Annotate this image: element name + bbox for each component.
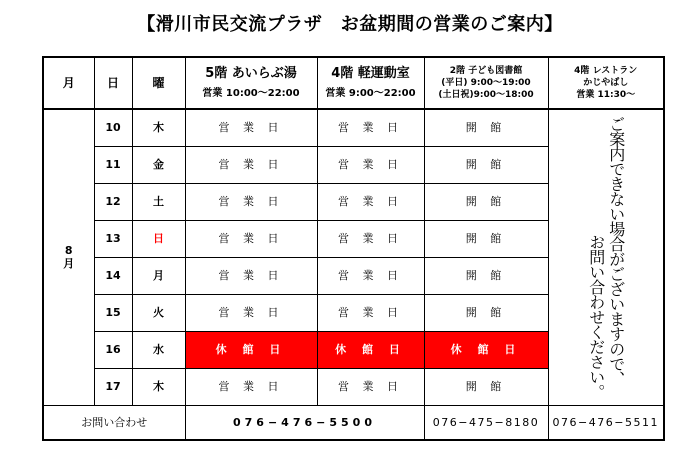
- bath-status: 営 業 日: [185, 109, 317, 146]
- day-cell: 17: [94, 368, 132, 405]
- weekday-cell: 金: [132, 146, 185, 183]
- restaurant-sub: かじやばし: [583, 77, 629, 88]
- gym-status: 営 業 日: [317, 146, 424, 183]
- gym-status: 営 業 日: [317, 294, 424, 331]
- weekday-cell: 木: [132, 368, 185, 405]
- day-cell: 15: [94, 294, 132, 331]
- weekday-cell: 水: [132, 331, 185, 368]
- weekday-cell: 土: [132, 183, 185, 220]
- gym-status: 営 業 日: [317, 257, 424, 294]
- library-status: 開 館: [424, 109, 548, 146]
- bath-status: 営 業 日: [185, 146, 317, 183]
- gym-status: 営 業 日: [317, 368, 424, 405]
- header-weekday: 曜: [132, 57, 185, 109]
- schedule-table: [42, 56, 665, 441]
- gym-status: 休 館 日: [317, 331, 424, 368]
- restaurant-notice: [548, 109, 664, 405]
- contact-label: お問い合わせ: [43, 405, 185, 440]
- weekday-cell: 日: [132, 220, 185, 257]
- library-status: 開 館: [424, 368, 548, 405]
- month-cell: 8 月: [43, 109, 94, 405]
- weekday-cell: 火: [132, 294, 185, 331]
- table-row: [43, 109, 664, 146]
- gym-status: 営 業 日: [317, 109, 424, 146]
- bath-hours: 営業 10:00〜22:00: [202, 87, 300, 99]
- day-cell: 10: [94, 109, 132, 146]
- header-bath: [185, 57, 317, 109]
- restaurant-notice-line-1: ご案内できない場合がございますので、: [606, 115, 626, 386]
- day-cell: 13: [94, 220, 132, 257]
- header-library: [424, 57, 548, 109]
- gym-hours: 営業 9:00〜22:00: [325, 87, 416, 99]
- library-status: 開 館: [424, 294, 548, 331]
- restaurant-phone: 076−476−5511: [548, 405, 664, 440]
- bath-status: 営 業 日: [185, 257, 317, 294]
- header-row: [43, 57, 664, 109]
- restaurant-notice-line-2: お問い合わせください。: [586, 233, 606, 399]
- weekday-cell: 月: [132, 257, 185, 294]
- library-status: 開 館: [424, 146, 548, 183]
- page-title: 【滑川市民交流プラザ お盆期間の営業のご案内】: [137, 14, 563, 35]
- bath-status: 営 業 日: [185, 220, 317, 257]
- contact-row: [43, 405, 664, 440]
- day-cell: 12: [94, 183, 132, 220]
- day-cell: 11: [94, 146, 132, 183]
- gym-status: 営 業 日: [317, 220, 424, 257]
- library-weekday-hours: (平日) 9:00〜19:00: [441, 77, 531, 88]
- library-weekend-hours: (土日祝)9:00〜18:00: [438, 90, 534, 101]
- header-day: 日: [94, 57, 132, 109]
- bath-status: 営 業 日: [185, 368, 317, 405]
- library-status: 開 館: [424, 220, 548, 257]
- day-cell: 14: [94, 257, 132, 294]
- bath-name: 5階 あいらぶ湯: [205, 66, 297, 82]
- bath-status: 休 館 日: [185, 331, 317, 368]
- header-restaurant: [548, 57, 664, 109]
- library-name: 2階 子ども図書館: [449, 65, 523, 76]
- library-status: 開 館: [424, 257, 548, 294]
- bath-status: 営 業 日: [185, 294, 317, 331]
- restaurant-hours: 営業 11:30〜: [576, 90, 636, 101]
- day-cell: 16: [94, 331, 132, 368]
- bath-status: 営 業 日: [185, 183, 317, 220]
- weekday-cell: 木: [132, 109, 185, 146]
- header-month: 月: [43, 57, 94, 109]
- gym-name: 4階 軽運動室: [331, 66, 410, 82]
- library-status: 開 館: [424, 183, 548, 220]
- library-status: 休 館 日: [424, 331, 548, 368]
- restaurant-name: 4階 レストラン: [574, 65, 638, 76]
- main-phone: 076−476−5500: [185, 405, 424, 440]
- gym-status: 営 業 日: [317, 183, 424, 220]
- header-gym: [317, 57, 424, 109]
- library-phone: 076−475−8180: [424, 405, 548, 440]
